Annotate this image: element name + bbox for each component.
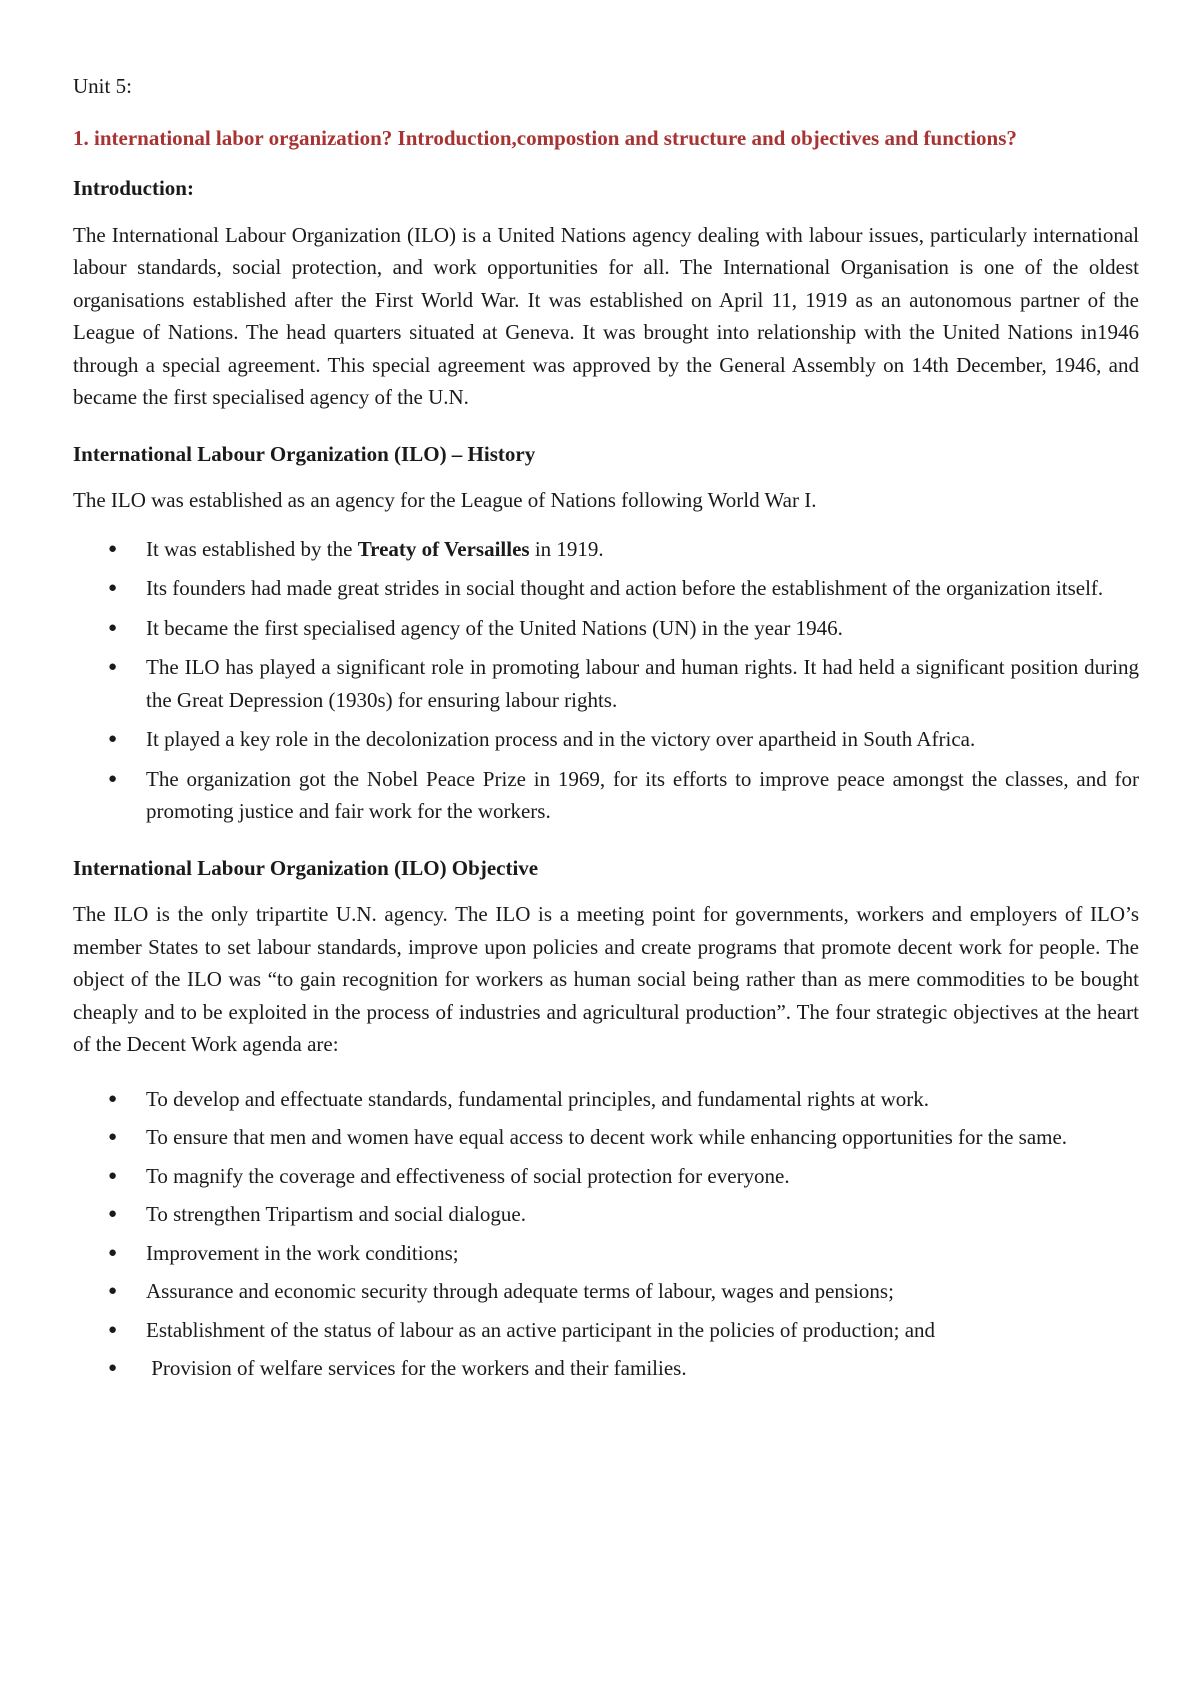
list-item (73, 651, 1139, 716)
list-item-bold-text: Treaty of Versailles (357, 536, 530, 561)
bullet-icon: ● (108, 731, 118, 747)
bullet-icon: ● (108, 770, 118, 787)
list-item (73, 572, 1139, 605)
bullet-icon: ● (108, 1360, 118, 1376)
bullet-icon: ● (108, 540, 118, 557)
list-item-text: The organization got the Nobel Peace Prize in 1969, for its efforts to improve peace amongst the classes, and for promoting justice and fair work for the workers. (146, 766, 1139, 823)
list-item-text: To strengthen Tripartism and social dialogue. (146, 1202, 526, 1226)
bullet-icon: ● (108, 1167, 118, 1184)
list-item (73, 1198, 1139, 1231)
history-list (73, 533, 1139, 828)
bullet-icon: ● (108, 659, 118, 675)
list-item-text: Provision of welfare services for the workers and their families. (146, 1356, 687, 1380)
bullet-icon: ● (108, 1283, 118, 1299)
objective-heading: International Labour Organization (ILO) Objective (73, 855, 539, 880)
list-item-text: Assurance and economic security through adequate terms of labour, wages and pensions; (146, 1279, 894, 1303)
list-item-text: It played a key role in the decolonization process and in the victory over apartheid in South Africa. (146, 727, 976, 751)
bullet-icon: ● (108, 1321, 118, 1338)
list-item (73, 1275, 1139, 1308)
bullet-icon: ● (108, 1129, 118, 1145)
list-item (73, 1237, 1139, 1270)
list-item-text: The ILO has played a significant role in promoting labour and human rights. It had held a significant position during the Great Depression (1930s) for ensuring labour rights. (146, 655, 1139, 712)
introduction-heading: Introduction: (73, 176, 194, 200)
list-item-text: It was established by the (146, 536, 358, 561)
list-item-text: Its founders had made great strides in social thought and action before the establishment of the organization itself. (146, 576, 1104, 600)
bullet-icon: ● (108, 580, 118, 596)
list-item-text: To magnify the coverage and effectiveness of social protection for everyone. (146, 1163, 790, 1188)
list-item (73, 1352, 1139, 1385)
bullet-icon: ● (108, 619, 118, 636)
list-item-text: To develop and effectuate standards, fundamental principles, and fundamental rights at work. (146, 1086, 930, 1111)
bullet-icon: ● (108, 1206, 118, 1222)
history-heading: International Labour Organization (ILO) – History (73, 441, 536, 466)
introduction-paragraph: The International Labour Organization (ILO) is a United Nations agency dealing with labour issues, particularly international labour standards, social protection, and work opportunities for all. The International Organisation is one of the oldest organisations established after the First World War. It was established on April 11, 1919 as an autonomous partner of the League of Nations. The head quarters situated at Geneva. It was brought into relationship with the United Nations in1946 through a special agreement. This special agreement was approved by the General Assembly on 14th December, 1946, and became the first specialised agency of the U.N. (73, 222, 1139, 409)
document-page (73, 70, 1139, 1401)
list-item (73, 1160, 1139, 1193)
list-item-text: To ensure that men and women have equal access to decent work while enhancing opportunities for the same. (146, 1125, 1068, 1149)
list-item-text: in 1919. (529, 536, 604, 561)
list-item (73, 763, 1139, 828)
list-item (73, 1314, 1139, 1347)
list-item-text: Improvement in the work conditions; (146, 1240, 459, 1265)
list-item (73, 533, 1139, 566)
list-item (73, 612, 1139, 645)
objective-paragraph: The ILO is the only tripartite U.N. agency. The ILO is a meeting point for governments, workers and employers of ILO’s member States to set labour standards, improve upon policies and create programs that promote decent work for people. The object of the ILO was “to gain recognition for workers as human social being rather than as mere commodities to be bought cheaply and to be exploited in the process of industries and agricultural production”. The four strategic objectives at the heart of the Decent Work agenda are: (73, 902, 1139, 1056)
list-item-text: Establishment of the status of labour as an active participant in the policies of production; and (146, 1317, 936, 1342)
bullet-icon: ● (108, 1244, 118, 1261)
list-item-text: It became the first specialised agency of the United Nations (UN) in the year 1946. (146, 615, 843, 640)
question-heading: 1. international labor organization? Introduction,compostion and structure and objectives and functions? (73, 125, 1017, 150)
unit-label: Unit 5: (73, 74, 132, 98)
list-item (73, 1083, 1139, 1116)
list-item (73, 723, 1139, 756)
history-intro: The ILO was established as an agency for the League of Nations following World War I. (73, 488, 817, 512)
list-item (73, 1121, 1139, 1154)
objective-list (73, 1083, 1139, 1385)
bullet-icon: ● (108, 1090, 118, 1107)
